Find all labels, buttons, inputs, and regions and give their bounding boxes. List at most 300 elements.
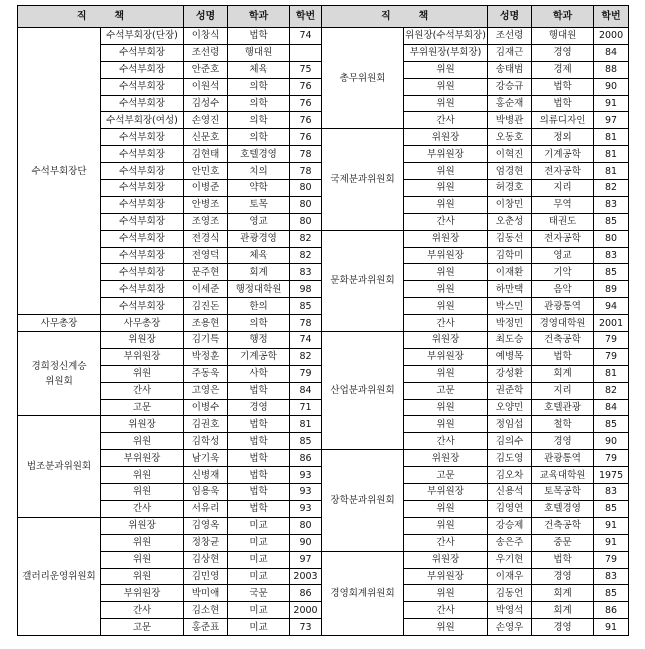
cell-dept: 영교 xyxy=(532,247,594,264)
cell-name: 김영옥 xyxy=(184,517,228,534)
cell-year: 2000 xyxy=(594,28,629,45)
cell-dept: 의류디자인 xyxy=(532,112,594,129)
cell-dept: 경영 xyxy=(532,619,594,636)
cell-name: 김기특 xyxy=(184,332,228,349)
cell-dept: 사학 xyxy=(228,365,290,382)
cell-role: 위원 xyxy=(404,61,488,78)
cell-dept: 법학 xyxy=(532,95,594,112)
header-dept-left: 학과 xyxy=(228,6,290,28)
cell-dept: 전자공학 xyxy=(532,163,594,180)
cell-name: 이재우 xyxy=(488,568,532,585)
cell-role: 위원 xyxy=(101,551,184,568)
cell-dept: 법학 xyxy=(532,551,594,568)
cell-year: 85 xyxy=(290,433,322,450)
cell-name: 김학성 xyxy=(184,433,228,450)
cell-year: 76 xyxy=(290,112,322,129)
cell-year: 98 xyxy=(290,281,322,298)
cell-dept: 법학 xyxy=(228,450,290,467)
cell-dept: 의학 xyxy=(228,112,290,129)
cell-year: 89 xyxy=(594,281,629,298)
cell-year: 2003 xyxy=(290,568,322,585)
cell-year: 90 xyxy=(594,78,629,95)
cell-name: 김오차 xyxy=(488,467,532,484)
cell-role: 고문 xyxy=(101,619,184,636)
cell-name: 안민호 xyxy=(184,163,228,180)
cell-year: 75 xyxy=(290,61,322,78)
cell-role: 수석부회장 xyxy=(101,298,184,315)
cell-name: 박정민 xyxy=(488,315,532,332)
cell-year: 83 xyxy=(290,264,322,281)
cell-name: 강승규 xyxy=(488,78,532,95)
cell-name: 김민영 xyxy=(184,568,228,585)
cell-name: 송은주 xyxy=(488,534,532,551)
cell-year: 97 xyxy=(594,112,629,129)
cell-year: 80 xyxy=(594,230,629,247)
cell-name: 조선령 xyxy=(488,28,532,45)
cell-dept: 정외 xyxy=(532,129,594,146)
cell-name: 신병재 xyxy=(184,467,228,484)
cell-role: 고문 xyxy=(404,467,488,484)
cell-name: 조영조 xyxy=(184,213,228,230)
cell-role: 위원 xyxy=(404,180,488,197)
cell-dept: 경영 xyxy=(228,399,290,416)
cell-year: 84 xyxy=(290,382,322,399)
cell-year: 82 xyxy=(290,230,322,247)
cell-dept: 법학 xyxy=(228,484,290,501)
header-row xyxy=(18,6,629,28)
cell-name: 신문호 xyxy=(184,129,228,146)
cell-dept: 무역 xyxy=(532,196,594,213)
group-label: 총무위원회 xyxy=(322,28,404,129)
cell-dept: 법학 xyxy=(228,416,290,433)
cell-dept: 법학 xyxy=(228,433,290,450)
cell-dept: 체육 xyxy=(228,247,290,264)
cell-name: 서유리 xyxy=(184,500,228,517)
cell-year: 83 xyxy=(594,484,629,501)
cell-year: 84 xyxy=(594,44,629,61)
cell-dept: 치의 xyxy=(228,163,290,180)
cell-role: 간사 xyxy=(404,213,488,230)
cell-name: 강승제 xyxy=(488,517,532,534)
cell-name: 강성환 xyxy=(488,365,532,382)
cell-name: 김영연 xyxy=(488,500,532,517)
cell-dept: 미교 xyxy=(228,602,290,619)
cell-name: 이혁진 xyxy=(488,146,532,163)
cell-name: 김재근 xyxy=(488,44,532,61)
cell-role: 수석부회장 xyxy=(101,129,184,146)
group-label: 산업분과위원회 xyxy=(322,332,404,450)
cell-role: 위원 xyxy=(101,568,184,585)
cell-dept: 법학 xyxy=(532,78,594,95)
cell-year: 83 xyxy=(594,568,629,585)
cell-dept: 지리 xyxy=(532,382,594,399)
cell-role: 고문 xyxy=(404,382,488,399)
cell-dept: 철학 xyxy=(532,416,594,433)
cell-name: 박스민 xyxy=(488,298,532,315)
cell-name: 김현태 xyxy=(184,146,228,163)
cell-name: 박병관 xyxy=(488,112,532,129)
cell-dept: 의학 xyxy=(228,78,290,95)
cell-role: 수석부회장 xyxy=(101,180,184,197)
group-label: 국제분과위원회 xyxy=(322,129,404,230)
cell-role: 간사 xyxy=(404,112,488,129)
cell-year: 78 xyxy=(290,163,322,180)
cell-role: 간사 xyxy=(404,433,488,450)
cell-name: 이재환 xyxy=(488,264,532,281)
cell-year: 86 xyxy=(594,602,629,619)
cell-role: 위원 xyxy=(404,619,488,636)
cell-name: 김동언 xyxy=(488,585,532,602)
cell-year: 78 xyxy=(290,315,322,332)
cell-name: 하만택 xyxy=(488,281,532,298)
cell-year: 93 xyxy=(290,500,322,517)
cell-role: 위원 xyxy=(101,433,184,450)
group-label: 경영회계위원회 xyxy=(322,551,404,635)
cell-year: 93 xyxy=(290,484,322,501)
cell-role: 위원 xyxy=(404,500,488,517)
cell-year: 90 xyxy=(290,534,322,551)
cell-year xyxy=(290,44,322,61)
cell-year: 81 xyxy=(290,416,322,433)
cell-year: 86 xyxy=(290,585,322,602)
cell-name: 우기현 xyxy=(488,551,532,568)
cell-dept: 관광통역 xyxy=(532,298,594,315)
cell-role: 부위원장 xyxy=(404,484,488,501)
table-row xyxy=(18,129,629,146)
cell-name: 예병목 xyxy=(488,348,532,365)
cell-dept: 회계 xyxy=(532,585,594,602)
cell-dept: 미교 xyxy=(228,619,290,636)
cell-name: 전영덕 xyxy=(184,247,228,264)
cell-dept: 토목 xyxy=(228,196,290,213)
cell-dept: 호텔관광 xyxy=(532,399,594,416)
cell-role: 위원장 xyxy=(404,450,488,467)
cell-name: 오양민 xyxy=(488,399,532,416)
table-row xyxy=(18,551,629,568)
cell-role: 위원 xyxy=(404,399,488,416)
cell-role: 고문 xyxy=(101,399,184,416)
cell-dept: 법학 xyxy=(228,28,290,45)
cell-role: 부위원장 xyxy=(101,348,184,365)
cell-role: 위원장 xyxy=(404,551,488,568)
cell-name: 김성수 xyxy=(184,95,228,112)
cell-dept: 기악 xyxy=(532,264,594,281)
cell-role: 수석부회장 xyxy=(101,281,184,298)
cell-name: 김진돈 xyxy=(184,298,228,315)
cell-role: 부위원장 xyxy=(101,450,184,467)
header-name-right: 성명 xyxy=(488,6,532,28)
cell-role: 위원장(수석부회장) xyxy=(404,28,488,45)
cell-name: 주동욱 xyxy=(184,365,228,382)
cell-role: 수석부회장 xyxy=(101,196,184,213)
cell-role: 간사 xyxy=(101,602,184,619)
cell-year: 81 xyxy=(594,163,629,180)
cell-dept: 행정 xyxy=(228,332,290,349)
cell-year: 76 xyxy=(290,129,322,146)
cell-name: 신용석 xyxy=(488,484,532,501)
cell-year: 88 xyxy=(594,61,629,78)
cell-name: 전경식 xyxy=(184,230,228,247)
cell-year: 85 xyxy=(290,298,322,315)
cell-dept: 법학 xyxy=(228,467,290,484)
cell-dept: 지리 xyxy=(532,180,594,197)
cell-name: 엄경현 xyxy=(488,163,532,180)
cell-name: 홍순재 xyxy=(488,95,532,112)
cell-year: 85 xyxy=(594,264,629,281)
cell-year: 80 xyxy=(290,196,322,213)
cell-year: 84 xyxy=(594,399,629,416)
cell-name: 이창식 xyxy=(184,28,228,45)
cell-name: 정창균 xyxy=(184,534,228,551)
cell-name: 허경호 xyxy=(488,180,532,197)
cell-name: 정임섭 xyxy=(488,416,532,433)
cell-year: 82 xyxy=(290,247,322,264)
cell-role: 수석부회장 xyxy=(101,163,184,180)
header-name-left: 성명 xyxy=(184,6,228,28)
cell-role: 위원 xyxy=(404,585,488,602)
cell-year: 74 xyxy=(290,28,322,45)
cell-year: 91 xyxy=(594,95,629,112)
cell-year: 83 xyxy=(594,247,629,264)
roster-table xyxy=(17,5,629,636)
cell-dept: 경영 xyxy=(532,44,594,61)
cell-dept: 건축공학 xyxy=(532,517,594,534)
cell-year: 86 xyxy=(290,450,322,467)
cell-year: 93 xyxy=(290,467,322,484)
group-label: 법조분과위원회 xyxy=(18,416,101,517)
cell-year: 81 xyxy=(594,146,629,163)
cell-dept: 행대원 xyxy=(532,28,594,45)
cell-dept: 미교 xyxy=(228,517,290,534)
cell-dept: 의학 xyxy=(228,315,290,332)
cell-name: 이원석 xyxy=(184,78,228,95)
cell-name: 김도영 xyxy=(488,450,532,467)
cell-role: 간사 xyxy=(101,500,184,517)
cell-role: 위원 xyxy=(101,365,184,382)
cell-role: 수석부회장(단장) xyxy=(101,28,184,45)
cell-name: 남기욱 xyxy=(184,450,228,467)
cell-role: 위원 xyxy=(404,281,488,298)
cell-year: 71 xyxy=(290,399,322,416)
cell-year: 79 xyxy=(594,332,629,349)
cell-role: 부위원장 xyxy=(404,348,488,365)
cell-dept: 회계 xyxy=(532,365,594,382)
cell-dept: 행대원 xyxy=(228,44,290,61)
group-label: 갤러리운영위원회 xyxy=(18,517,101,635)
cell-role: 수석부회장 xyxy=(101,44,184,61)
cell-name: 안준호 xyxy=(184,61,228,78)
cell-year: 79 xyxy=(594,348,629,365)
cell-name: 송태범 xyxy=(488,61,532,78)
cell-year: 73 xyxy=(290,619,322,636)
cell-role: 수석부회장 xyxy=(101,230,184,247)
cell-year: 90 xyxy=(594,433,629,450)
cell-name: 조선령 xyxy=(184,44,228,61)
cell-dept: 체육 xyxy=(228,61,290,78)
cell-year: 1975 xyxy=(594,467,629,484)
cell-name: 이창민 xyxy=(488,196,532,213)
cell-role: 수석부회장 xyxy=(101,61,184,78)
cell-role: 수석부회장 xyxy=(101,78,184,95)
cell-name: 손영우 xyxy=(488,619,532,636)
cell-dept: 국문 xyxy=(228,585,290,602)
cell-year: 85 xyxy=(594,585,629,602)
cell-year: 82 xyxy=(290,348,322,365)
cell-dept: 호텔경영 xyxy=(228,146,290,163)
cell-year: 76 xyxy=(290,78,322,95)
cell-name: 김상현 xyxy=(184,551,228,568)
cell-name: 조용현 xyxy=(184,315,228,332)
cell-year: 2001 xyxy=(594,315,629,332)
cell-dept: 회계 xyxy=(532,602,594,619)
cell-role: 수석부회장 xyxy=(101,146,184,163)
header-dept-right: 학과 xyxy=(532,6,594,28)
cell-role: 위원 xyxy=(404,365,488,382)
cell-role: 위원 xyxy=(101,467,184,484)
header-role-right: 직 책 xyxy=(322,6,488,28)
cell-dept: 교육대학원 xyxy=(532,467,594,484)
cell-name: 박정훈 xyxy=(184,348,228,365)
cell-dept: 행정대학원 xyxy=(228,281,290,298)
cell-name: 김의수 xyxy=(488,433,532,450)
cell-name: 최도승 xyxy=(488,332,532,349)
cell-name: 김소현 xyxy=(184,602,228,619)
cell-name: 김학미 xyxy=(488,247,532,264)
cell-year: 76 xyxy=(290,95,322,112)
cell-dept: 건축공학 xyxy=(532,332,594,349)
cell-name: 오동호 xyxy=(488,129,532,146)
cell-role: 위원 xyxy=(101,484,184,501)
cell-dept: 약학 xyxy=(228,180,290,197)
cell-role: 수석부회장 xyxy=(101,247,184,264)
cell-role: 위원장 xyxy=(101,416,184,433)
cell-dept: 법학 xyxy=(228,500,290,517)
cell-dept: 호텔경영 xyxy=(532,500,594,517)
cell-dept: 의학 xyxy=(228,95,290,112)
cell-role: 위원 xyxy=(404,163,488,180)
cell-role: 부위원장 xyxy=(404,568,488,585)
cell-dept: 법학 xyxy=(532,348,594,365)
cell-year: 85 xyxy=(594,213,629,230)
table-row xyxy=(18,332,629,349)
cell-dept: 경영대학원 xyxy=(532,315,594,332)
table-row xyxy=(18,450,629,467)
group-label: 문화분과위원회 xyxy=(322,230,404,331)
cell-name: 임용욱 xyxy=(184,484,228,501)
cell-dept: 미교 xyxy=(228,551,290,568)
cell-name: 고영은 xyxy=(184,382,228,399)
cell-role: 위원 xyxy=(404,264,488,281)
cell-year: 78 xyxy=(290,146,322,163)
cell-dept: 의학 xyxy=(228,129,290,146)
cell-dept: 음악 xyxy=(532,281,594,298)
cell-role: 위원장 xyxy=(101,332,184,349)
cell-year: 80 xyxy=(290,517,322,534)
cell-dept: 미교 xyxy=(228,568,290,585)
cell-role: 간사 xyxy=(404,534,488,551)
cell-year: 91 xyxy=(594,534,629,551)
cell-year: 82 xyxy=(594,180,629,197)
cell-dept: 회계 xyxy=(228,264,290,281)
cell-role: 위원 xyxy=(404,416,488,433)
cell-year: 94 xyxy=(594,298,629,315)
cell-role: 위원장 xyxy=(404,332,488,349)
cell-role: 위원 xyxy=(404,517,488,534)
cell-role: 위원 xyxy=(404,196,488,213)
cell-role: 부위원장 xyxy=(101,585,184,602)
cell-dept: 한의 xyxy=(228,298,290,315)
cell-role: 수석부회장(여성) xyxy=(101,112,184,129)
cell-year: 91 xyxy=(594,517,629,534)
cell-year: 97 xyxy=(290,551,322,568)
cell-year: 79 xyxy=(594,551,629,568)
cell-role: 위원장 xyxy=(404,230,488,247)
cell-role: 간사 xyxy=(404,602,488,619)
cell-dept: 전자공학 xyxy=(532,230,594,247)
cell-name: 홍준표 xyxy=(184,619,228,636)
cell-role: 위원장 xyxy=(101,517,184,534)
cell-year: 79 xyxy=(290,365,322,382)
cell-year: 80 xyxy=(290,180,322,197)
cell-year: 74 xyxy=(290,332,322,349)
cell-role: 간사 xyxy=(101,382,184,399)
cell-dept: 경제 xyxy=(532,61,594,78)
cell-role: 부위원장(부회장) xyxy=(404,44,488,61)
cell-dept: 기계공학 xyxy=(228,348,290,365)
cell-year: 2000 xyxy=(290,602,322,619)
cell-dept: 토목공학 xyxy=(532,484,594,501)
header-year-right: 학번 xyxy=(594,6,629,28)
group-label: 장학분과위원회 xyxy=(322,450,404,551)
cell-year: 83 xyxy=(594,196,629,213)
group-label: 사무총장 xyxy=(18,315,101,332)
cell-name: 박미애 xyxy=(184,585,228,602)
cell-dept: 영교 xyxy=(228,213,290,230)
cell-dept: 법학 xyxy=(228,382,290,399)
cell-year: 81 xyxy=(594,365,629,382)
cell-dept: 중문 xyxy=(532,534,594,551)
cell-name: 김동선 xyxy=(488,230,532,247)
group-label: 경희정신계승 위원회 xyxy=(18,332,101,416)
group-label: 수석부회장단 xyxy=(18,28,101,315)
cell-year: 82 xyxy=(594,382,629,399)
cell-role: 위원 xyxy=(404,78,488,95)
header-role-left: 직 책 xyxy=(18,6,184,28)
cell-name: 오춘성 xyxy=(488,213,532,230)
cell-name: 권준학 xyxy=(488,382,532,399)
cell-dept: 경영 xyxy=(532,433,594,450)
cell-role: 수석부회장 xyxy=(101,213,184,230)
cell-year: 81 xyxy=(594,129,629,146)
table-row xyxy=(18,28,629,45)
cell-role: 위원 xyxy=(404,95,488,112)
cell-year: 91 xyxy=(594,619,629,636)
table-row xyxy=(18,230,629,247)
cell-year: 80 xyxy=(290,213,322,230)
cell-dept: 관광통역 xyxy=(532,450,594,467)
cell-year: 79 xyxy=(594,450,629,467)
cell-role: 수석부회장 xyxy=(101,95,184,112)
cell-dept: 경영 xyxy=(532,568,594,585)
cell-year: 85 xyxy=(594,500,629,517)
cell-name: 박영석 xyxy=(488,602,532,619)
cell-dept: 미교 xyxy=(228,534,290,551)
cell-role: 간사 xyxy=(404,315,488,332)
cell-name: 손영진 xyxy=(184,112,228,129)
cell-role: 부위원장 xyxy=(404,146,488,163)
cell-role: 수석부회장 xyxy=(101,264,184,281)
cell-name: 김권호 xyxy=(184,416,228,433)
